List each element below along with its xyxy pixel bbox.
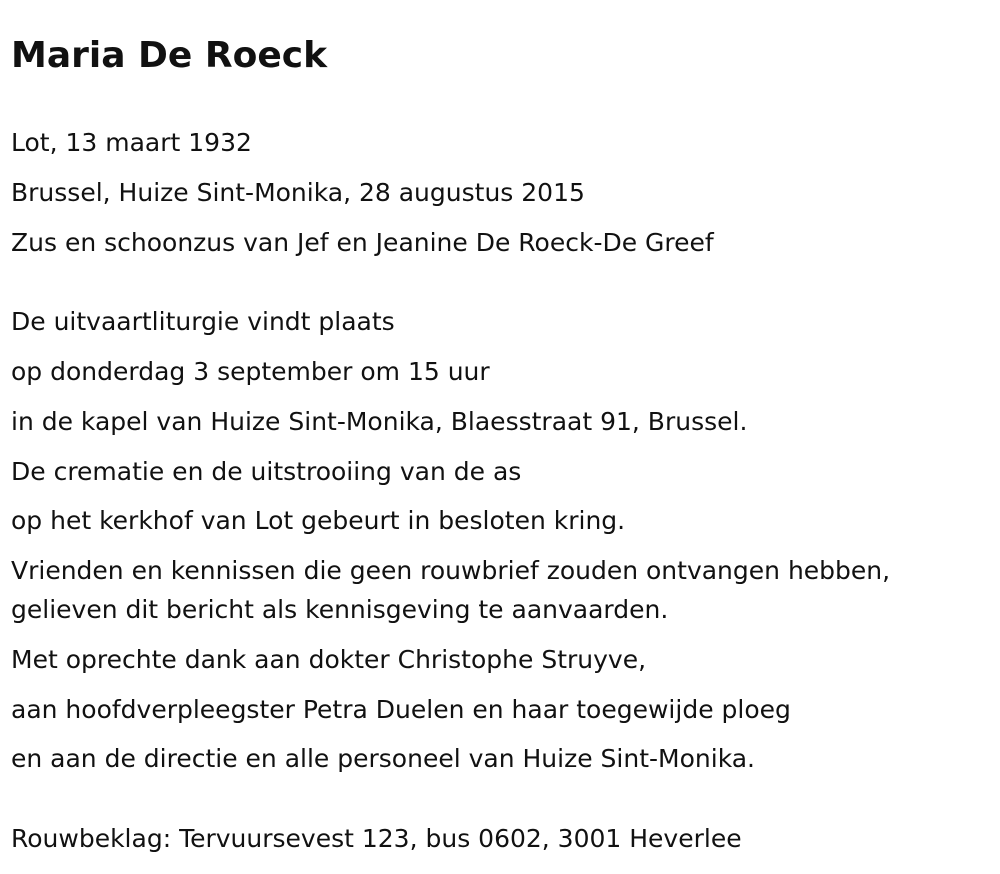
notification-paragraph: Vrienden en kennissen die geen rouwbrief zouden ontvangen hebben, gelieven dit bericht als kennisgeving te aanvaarden. [11,556,891,624]
funeral-line-3: in de kapel van Huize Sint-Monika, Blaesstraat 91, Brussel. [11,407,748,436]
relation-line: Zus en schoonzus van Jef en Jeanine De Roeck-De Greef [11,228,714,257]
funeral-line-2: op donderdag 3 september om 15 uur [11,357,490,386]
funeral-line-1: De uitvaartliturgie vindt plaats [11,307,395,336]
deceased-name: Maria De Roeck [11,35,328,76]
cremation-line-1: De crematie en de uitstrooiing van de as [11,457,522,486]
death-line: Brussel, Huize Sint-Monika, 28 augustus 2015 [11,178,585,207]
condolence-address: Rouwbeklag: Tervuursevest 123, bus 0602, 3001 Heverlee [11,824,742,853]
birth-line: Lot, 13 maart 1932 [11,128,252,157]
thanks-line-3: en aan de directie en alle personeel van Huize Sint-Monika. [11,744,755,773]
thanks-line-2: aan hoofdverpleegster Petra Duelen en haar toegewijde ploeg [11,695,791,724]
thanks-line-1: Met oprechte dank aan dokter Christophe Struyve, [11,645,647,674]
cremation-line-2: op het kerkhof van Lot gebeurt in besloten kring. [11,506,626,535]
